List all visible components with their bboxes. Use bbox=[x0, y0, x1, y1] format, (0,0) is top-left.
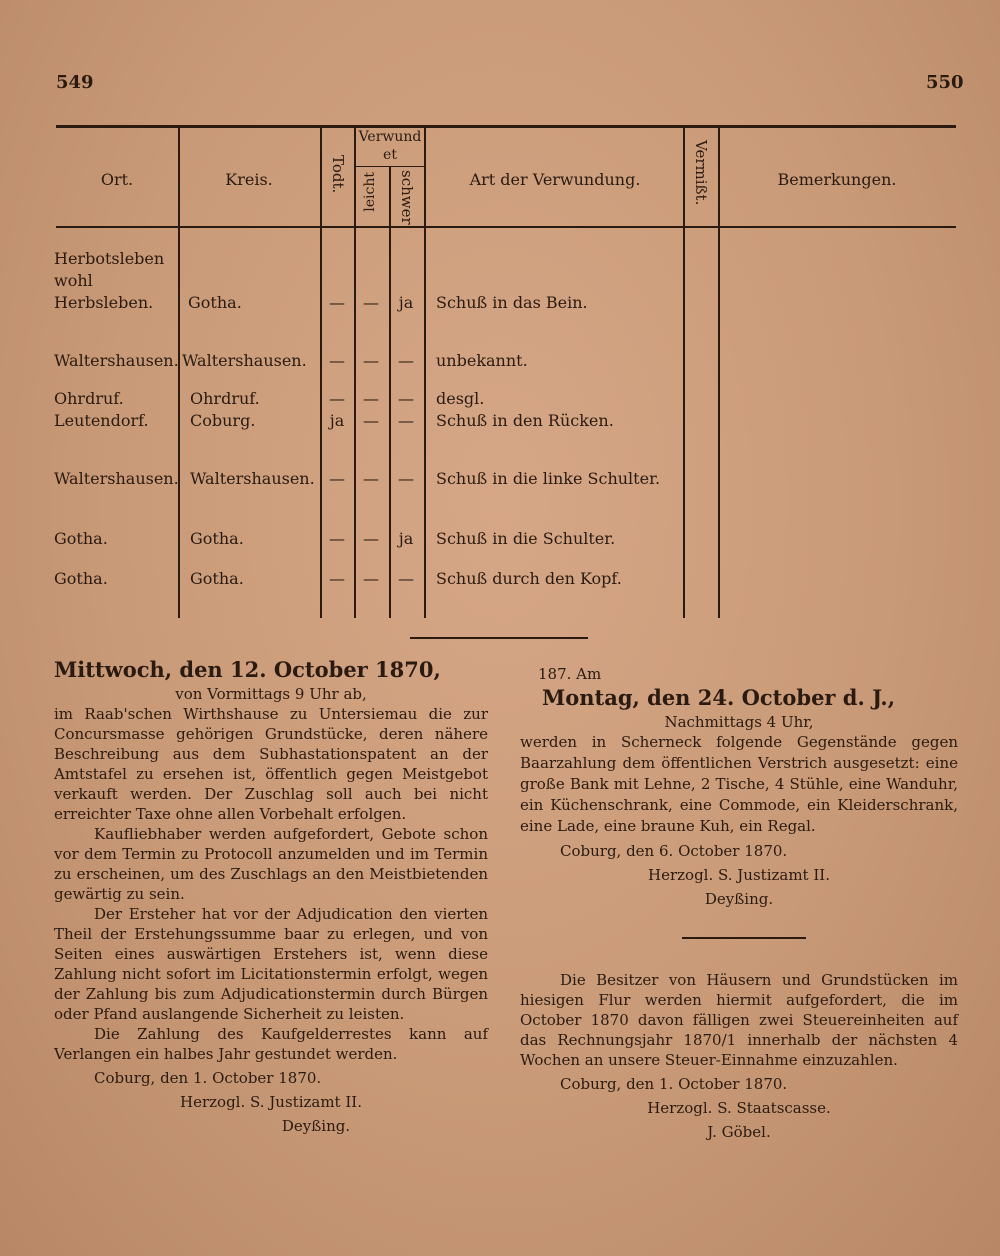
cell-leicht: — bbox=[363, 529, 379, 548]
header-verwundet: Verwundet bbox=[358, 129, 422, 163]
header-kreis: Kreis. bbox=[225, 170, 273, 189]
cell-kreis: Gotha. bbox=[190, 569, 244, 588]
page-number-left: 549 bbox=[56, 72, 94, 93]
cell-schwer: — bbox=[398, 411, 414, 430]
cell-leicht: — bbox=[363, 569, 379, 588]
col-divider bbox=[178, 126, 180, 618]
header-leicht: leicht bbox=[362, 172, 378, 212]
cell-art: desgl. bbox=[436, 389, 485, 408]
cell-leicht: — bbox=[363, 411, 379, 430]
cell-schwer: — bbox=[398, 569, 414, 588]
cell-art: Schuß durch den Kopf. bbox=[436, 569, 622, 588]
col-divider bbox=[718, 126, 720, 618]
cell-todt: — bbox=[329, 389, 345, 408]
cell-ort: wohl bbox=[54, 271, 93, 290]
cell-leicht: — bbox=[363, 351, 379, 370]
header-bemerkungen: Bemerkungen. bbox=[777, 170, 897, 189]
cell-todt: — bbox=[329, 529, 345, 548]
col-divider bbox=[354, 126, 356, 618]
notice-left-date: Mittwoch, den 12. October 1870, bbox=[54, 657, 441, 682]
notice-right-time: Nachmittags 4 Uhr, bbox=[664, 713, 814, 731]
cell-ort: Waltershausen. bbox=[54, 351, 179, 370]
table-top-rule bbox=[56, 125, 956, 128]
notice-left-time: von Vormittags 9 Uhr ab, bbox=[175, 685, 367, 703]
col-divider bbox=[320, 126, 322, 618]
col-divider bbox=[683, 126, 685, 618]
cell-ort: Ohrdruf. bbox=[54, 389, 124, 408]
notice-right-authority: Herzogl. S. Justizamt II. bbox=[648, 866, 830, 884]
cell-ort: Gotha. bbox=[54, 569, 108, 588]
cell-ort: Herbotsleben bbox=[54, 249, 165, 268]
cell-kreis: Coburg. bbox=[190, 411, 256, 430]
cell-leicht: — bbox=[363, 389, 379, 408]
cell-schwer: — bbox=[398, 469, 414, 488]
notice-left bbox=[54, 656, 488, 1136]
notice-right-place-date: Coburg, den 6. October 1870. bbox=[560, 842, 788, 860]
notice-left-para2: Kaufliebhaber werden aufgefordert, Gebote schon vor dem Termin zu Protocoll anzumelden und im Termin zu erscheinen, um des Zuschlags an den Meistbietenden gewärtig zu sein. bbox=[54, 825, 488, 903]
cell-ort: Leutendorf. bbox=[54, 411, 149, 430]
cell-todt: ja bbox=[329, 411, 345, 430]
cell-kreis: Gotha. bbox=[188, 293, 242, 312]
cell-ort: Gotha. bbox=[54, 529, 108, 548]
cell-todt: — bbox=[329, 293, 345, 312]
header-todt: Todt. bbox=[329, 155, 347, 194]
cell-schwer: ja bbox=[398, 293, 414, 312]
cell-todt: — bbox=[329, 569, 345, 588]
cell-leicht: — bbox=[363, 293, 379, 312]
notice-right-signer: Deyßing. bbox=[704, 890, 774, 908]
notice-left-para3: Der Ersteher hat vor der Adjudication den vierten Theil der Erstehungssumme baar zu erlegen, und von Seiten eines auswärtigen Erstehers ist, wenn diese Zahlung nicht sofort im Licitationstermin erfolgt, wegen der Zahlung bis zum Adjudicationstermin durch Bürgen oder Pfand auslangende Sicherheit zu leisten. bbox=[54, 905, 488, 1023]
notice-right-body: werden in Scherneck folgende Gegenstände gegen Baarzahlung dem öffentlichen Verstrich ausgesetzt: eine große Bank mit Lehne, 2 Tische, 4 Stühle, eine Wanduhr, ein Küchenschrank, eine Commode, ein Kleiderschrank, eine Lade, eine braune Kuh, ein Regal. bbox=[520, 733, 958, 835]
cell-todt: — bbox=[329, 469, 345, 488]
header-art: Art der Verwundung. bbox=[469, 170, 641, 189]
notice-right-2 bbox=[520, 970, 958, 1142]
notice-left-signer: Deyßing. bbox=[281, 1117, 351, 1135]
notice-left-authority: Herzogl. S. Justizamt II. bbox=[180, 1093, 362, 1111]
notice-left-body: im Raab'schen Wirthshause zu Untersiemau die zur Concursmasse gehörigen Grundstücke, deren nähere Beschreibung aus dem Subhastationspatent an der Amtstafel zu ersehen ist, öffentlich gegen Meistgebot verkauft werden. Der Zuschlag soll auch bei nicht erreichter Taxe ohne allen Vorbehalt erfolgen. bbox=[54, 705, 488, 823]
cell-schwer: — bbox=[398, 351, 414, 370]
cell-schwer: ja bbox=[398, 529, 414, 548]
notice-right2-place-date: Coburg, den 1. October 1870. bbox=[560, 1075, 788, 1093]
cell-ort: Herbsleben. bbox=[54, 293, 154, 312]
cell-leicht: — bbox=[363, 469, 379, 488]
notice-right2-signer: J. Göbel. bbox=[707, 1123, 771, 1141]
section-divider bbox=[682, 937, 806, 939]
cell-art: Schuß in die linke Schulter. bbox=[436, 469, 661, 488]
cell-art: Schuß in das Bein. bbox=[436, 293, 588, 312]
cell-art: Schuß in die Schulter. bbox=[436, 529, 616, 548]
notice-right2-authority: Herzogl. S. Staatscasse. bbox=[647, 1099, 831, 1117]
section-divider bbox=[410, 637, 588, 639]
notice-right-number: 187. Am bbox=[538, 665, 602, 683]
table-header-rule bbox=[56, 226, 956, 228]
col-divider bbox=[389, 166, 391, 618]
cell-kreis: Waltershausen. bbox=[190, 469, 315, 488]
cell-ort: Waltershausen. bbox=[54, 469, 179, 488]
header-vermisst: Vermißt. bbox=[692, 140, 710, 206]
notice-right2-body: Die Besitzer von Häusern und Grundstücken im hiesigen Flur werden hiermit aufgefordert, die im October 1870 davon fälligen zwei Steuereinheiten auf das Rechnungsjahr 1870/1 innerhalb der nächsten 4 Wochen an unsere Steuer-Einnahme einzuzahlen. bbox=[520, 971, 958, 1069]
page-number-right: 550 bbox=[926, 72, 964, 93]
header-schwer: schwer bbox=[398, 170, 416, 225]
notice-right-date: Montag, den 24. October d. J., bbox=[542, 685, 896, 710]
cell-schwer: — bbox=[398, 389, 414, 408]
notice-right bbox=[520, 664, 958, 909]
cell-art: Schuß in den Rücken. bbox=[436, 411, 614, 430]
cell-kreis: Waltershausen. bbox=[182, 351, 307, 370]
cell-kreis: Ohrdruf. bbox=[190, 389, 260, 408]
notice-left-para4: Die Zahlung des Kaufgelderrestes kann auf Verlangen ein halbes Jahr gestundet werden. bbox=[54, 1025, 488, 1063]
header-ort: Ort. bbox=[100, 170, 134, 189]
notice-left-place-date: Coburg, den 1. October 1870. bbox=[94, 1069, 322, 1087]
cell-kreis: Gotha. bbox=[190, 529, 244, 548]
col-divider bbox=[424, 126, 426, 618]
cell-todt: — bbox=[329, 351, 345, 370]
cell-art: unbekannt. bbox=[436, 351, 528, 370]
